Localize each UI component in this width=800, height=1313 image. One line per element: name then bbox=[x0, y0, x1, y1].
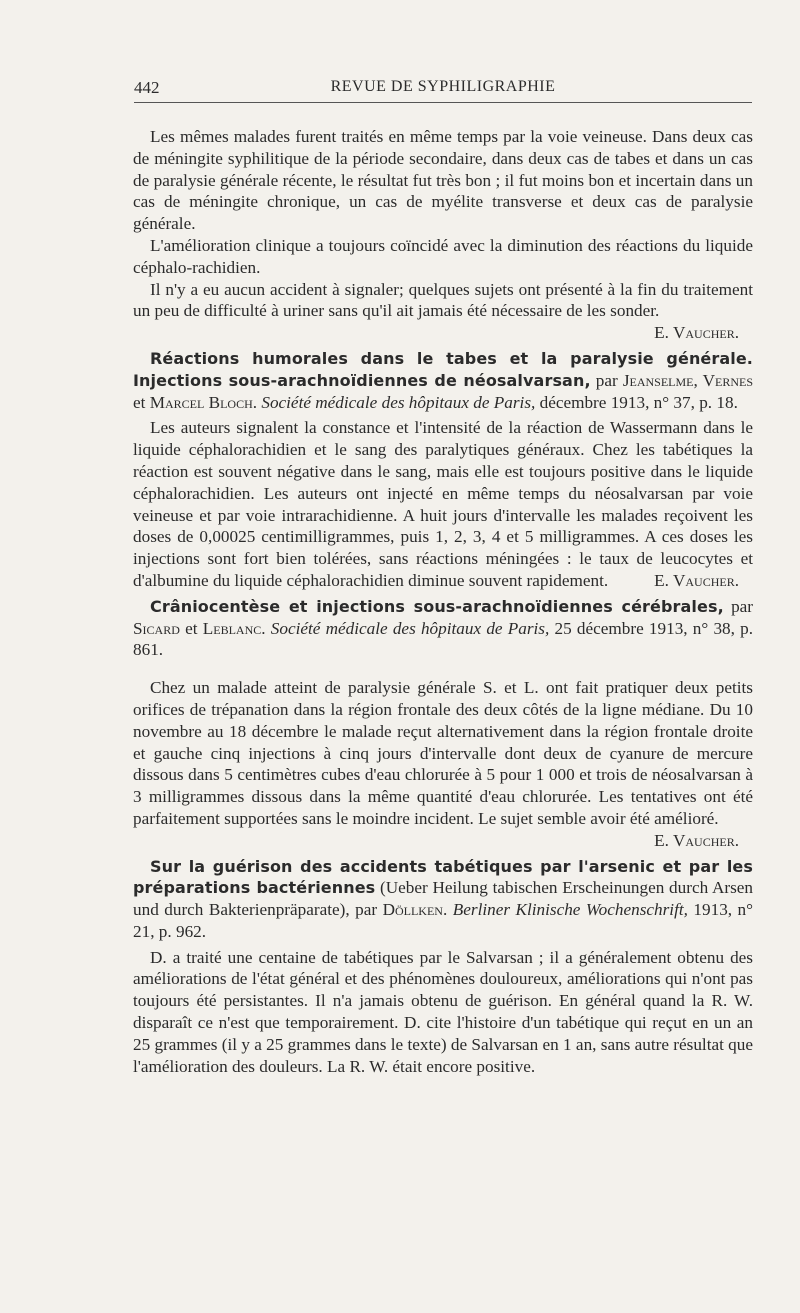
article-body bbox=[133, 126, 753, 1077]
review-entry-heading bbox=[133, 596, 753, 661]
journal-name: Société médicale des hôpitaux de Paris, bbox=[261, 392, 536, 412]
authors: Jeanselme, Vernes bbox=[622, 370, 754, 390]
authors: Döllken. bbox=[382, 900, 448, 920]
paragraph bbox=[133, 417, 753, 591]
authors: Leblanc. bbox=[202, 618, 266, 638]
by-label: par bbox=[731, 596, 754, 616]
paragraph: D. a traité une centaine de tabétiques par le Salvarsan ; il a généralement obtenu des améliorations de l'état général et des phénomènes douloureux, améliorations qui n'ont pas toujours été persistantes. Il n'a jamais obtenu de guérison. En général quand la R. W. disparaît ce n'est que temporairement. D. cite l'histoire d'un tabétique qui reçut en un an 25 grammes (il y a 25 grammes dans le texte) de Salvarsan en 1 an, sans autre résultat que l'amélioration des douleurs. La R. W. était encore positive. bbox=[133, 947, 753, 1076]
and-label: et bbox=[185, 618, 198, 638]
entry-title: Crâniocentèse et injections sous-arachnoïdiennes cérébrales, bbox=[150, 596, 724, 616]
and-label: et bbox=[133, 392, 146, 412]
review-entry-heading bbox=[133, 348, 753, 413]
reference: 1913, n° 21, p. 962. bbox=[133, 900, 754, 941]
paragraph-text: Il n'y a eu aucun accident à signaler; quelques sujets ont présenté à la fin du traitement un peu de difficulté à uriner sans qu'il ait jamais été nécessaire de les sonder. bbox=[133, 279, 753, 321]
signature: E. Vaucher. bbox=[654, 570, 739, 590]
review-entry-heading bbox=[133, 856, 753, 943]
entry-title: Réactions humorales dans le tabes et la paralysie générale. Injections sous-arachnoïdiennes de néosalvarsan, bbox=[133, 348, 753, 390]
journal-name: Berliner Klinische Wochenschrift, bbox=[452, 900, 688, 920]
paragraph: L'amélioration clinique a toujours coïncidé avec la diminution des réactions du liquide céphalo-rachidien. bbox=[133, 235, 753, 277]
signature: E. Vaucher. bbox=[654, 830, 739, 850]
reference: décembre 1913, n° 37, p. 18. bbox=[539, 392, 738, 412]
page-number: 442 bbox=[134, 78, 160, 97]
paragraph: Les mêmes malades furent traités en même temps par la voie veineuse. Dans deux cas de méningite syphilitique de la période secondaire, dans deux cas de tabes et dans un cas de paralysie générale récente, le résultat fut très bon ; il fut moins bon et incertain dans un cas de méningite chronique, un cas de myélite transverse et deux cas de paralysie générale. bbox=[133, 127, 753, 234]
by-label: par bbox=[355, 900, 378, 920]
running-title: REVUE DE SYPHILIGRAPHIE bbox=[330, 78, 556, 95]
signature: E. Vaucher. bbox=[654, 323, 739, 343]
by-label: par bbox=[595, 370, 618, 390]
authors: Sicard bbox=[133, 618, 180, 638]
authors: Marcel Bloch. bbox=[149, 392, 258, 412]
page-header bbox=[134, 76, 752, 103]
entry-title: Sur la guérison des accidents tabétiques par l'arsenic et par les préparations bactériennes bbox=[133, 856, 753, 898]
paragraph bbox=[133, 279, 753, 343]
journal-name: Société médicale des hôpitaux de Paris, bbox=[270, 618, 550, 638]
reference: 25 décembre 1913, n° 38, p. 861. bbox=[133, 618, 754, 660]
entry-subtitle: (Ueber Heilung tabischen Erscheinungen durch Arsen und durch Bakterienpräparate), bbox=[133, 878, 754, 920]
paragraph-text: Les auteurs signalent la constance et l'intensité de la réaction de Wassermann dans le liquide céphalorachidien et le sang des paralytiques généraux. Chez les tabétiques la réaction est souvent négative dans le sang, mais elle est toujours positive dans le liquide céphalorachidien. Les auteurs ont injecté en même temps du néosalvarsan par voie veineuse et par voie intrarachidienne. A huit jours d'intervalle les malades reçoivent les doses de 0,00025 centimilligrammes, puis 1, 2, 3, 4 et 5 milligrammes. A ces doses les injections sont fort bien tolérées, sans réactions méningées : le taux de leucocytes et d'albumine du liquide céphalorachidien diminue souvent rapidement. bbox=[133, 418, 753, 590]
paragraph bbox=[133, 677, 753, 850]
paragraph-text: Chez un malade atteint de paralysie générale S. et L. ont fait pratiquer deux petits orifices de trépanation dans la région frontale des deux côtés de la ligne médiane. Du 10 novembre au 18 décembre le malade reçut alternativement dans la région frontale droite et gauche cinq injections à cinq jours d'intervalle dont deux de cyanure de mercure dissous dans 5 centimètres cubes d'eau chlorurée à 5 pour 1 000 et trois de néosalvarsan à 3 milligrammes dissous dans la même quantité d'eau chlorurée. Les tentatives ont été parfaitement supportées sans le moindre incident. Le sujet semble avoir été amélioré. bbox=[133, 678, 753, 828]
